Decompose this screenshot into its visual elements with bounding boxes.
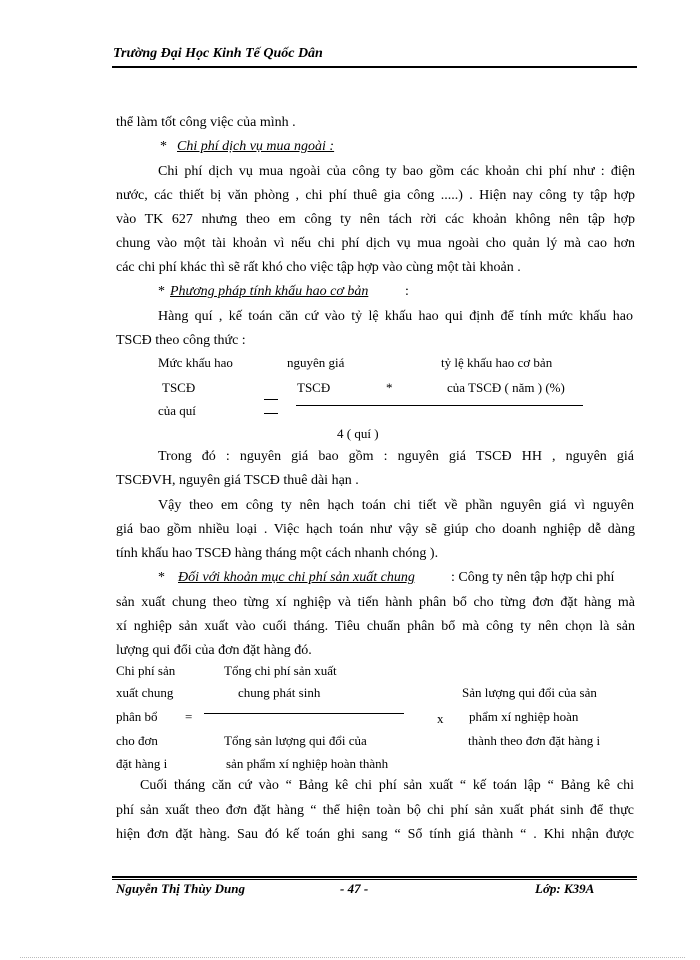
section-heading-service-costs: Chi phí dịch vụ mua ngoài : <box>177 139 335 154</box>
section-text: phí sản xuất theo đơn đặt hàng “ thể hiện toàn bộ chi phí sản xuất phát sinh để thực <box>116 803 634 818</box>
formula2-numerator: Tổng chi phí sản xuất <box>224 663 337 678</box>
formula1-numerator-b: của TSCĐ ( năm ) (%) <box>447 380 565 395</box>
section-text: : Công ty nên tập hợp chi phí <box>451 570 615 585</box>
formula2-equals: = <box>185 709 193 724</box>
formula2-times: x <box>437 711 444 726</box>
section-text: lượng qui đổi của đơn đặt hàng đó. <box>116 643 312 658</box>
equals-sign-top <box>264 399 278 400</box>
header-rule <box>112 66 637 68</box>
section-text: Vậy theo em công ty nên hạch toán chi tiết về phần nguyên giá vì nguyên <box>158 498 634 513</box>
section-text: giá bao gồm nhiều loại . Việc hạch toán như vậy sẽ giúp cho doanh nghiệp dễ dàng <box>116 522 635 537</box>
fraction-bar <box>296 405 583 406</box>
formula1-lhs: TSCĐ <box>162 380 196 395</box>
fraction-bar <box>204 713 404 714</box>
section-text: Cuối tháng căn cứ vào “ Bảng kê chi phí sản xuất “ kế toán lập “ Bảng kê chi <box>140 778 634 793</box>
formula1-lhs: Mức khấu hao <box>158 355 233 370</box>
footer-rule <box>112 879 637 880</box>
section-text: nước, các thiết bị văn phòng , chi phí thuê gia công .....) . Hiện nay công ty tập hợp <box>116 188 635 203</box>
section-text: Trong đó : nguyên giá bao gồm : nguyên giá TSCĐ HH , nguyên giá <box>158 449 634 464</box>
footer-rule <box>112 876 637 878</box>
formula2-lhs: đặt hàng i <box>116 756 168 771</box>
formula2-rhs: Sản lượng qui đổi của sản <box>462 685 597 700</box>
formula2-numerator: chung phát sinh <box>238 685 321 700</box>
footer-author: Nguyễn Thị Thùy Dung <box>116 881 245 896</box>
section-text: Hàng quí , kế toán căn cứ vào tỷ lệ khấu hao qui định để tính mức khấu hao <box>158 309 633 324</box>
formula2-lhs: xuất chung <box>116 685 174 700</box>
equals-sign-bottom <box>264 413 278 414</box>
formula2-lhs: Chi phí sản <box>116 663 176 678</box>
formula1-denominator: 4 ( quí ) <box>337 426 379 441</box>
section-heading-depreciation: Phương pháp tính khấu hao cơ bản <box>170 284 369 299</box>
footer-class: Lớp: K39A <box>535 881 595 896</box>
section-heading-overhead: Đối với khoản mục chi phí sản xuất chung <box>178 570 415 585</box>
formula1-numerator-a: TSCĐ <box>297 380 331 395</box>
formula1-lhs: của quí <box>158 403 196 418</box>
formula1-numerator-a: nguyên giá <box>287 355 345 370</box>
section-text: hiện đơn đặt hàng. Sau đó kế toán ghi sang “ Sổ tính giá thành “ . Khi nhận được <box>116 827 634 842</box>
formula2-lhs: cho đơn <box>116 733 158 748</box>
section-text: Chi phí dịch vụ mua ngoài của công ty bao gồm các khoản chi phí như : điện <box>158 164 635 179</box>
header-title: Trường Đại Học Kinh Tế Quốc Dân <box>113 46 323 61</box>
bullet: * <box>158 570 165 585</box>
page-edge <box>20 957 685 958</box>
section-text: các chi phí khác thì sẽ rất khó cho việc tập hợp vào cùng một tài khoản . <box>116 260 521 275</box>
section-text: chung vào một tài khoản vì nếu chi phí dịch vụ mua ngoài cho quản lý mà cao hơn <box>116 236 635 251</box>
bullet: * <box>160 139 167 154</box>
formula1-numerator-b: tỷ lệ khấu hao cơ bản <box>441 355 553 370</box>
formula2-denominator: Tổng sản lượng qui đổi của <box>224 733 367 748</box>
section-text: sản xuất chung theo từng xí nghiệp và tiến hành phân bổ cho từng đơn đặt hàng mà <box>116 595 635 610</box>
bullet: * <box>158 284 165 299</box>
formula2-rhs: phẩm xí nghiệp hoàn <box>469 709 579 724</box>
formula2-lhs: phân bổ <box>116 709 158 724</box>
section-text: TSCĐVH, nguyên giá TSCĐ thuê dài hạn . <box>116 473 359 488</box>
section-text: TSCĐ theo công thức : <box>116 333 246 348</box>
formula1-times: * <box>386 380 393 395</box>
colon: : <box>405 284 409 299</box>
section-text: vào TK 627 nhưng theo em công ty nên tách rời các khoản không nên tập hợp <box>116 212 635 227</box>
formula2-rhs: thành theo đơn đặt hàng i <box>468 733 601 748</box>
section-text: tính khấu hao TSCĐ hàng tháng một cách nhanh chóng ). <box>116 546 439 561</box>
formula2-denominator: sản phẩm xí nghiệp hoàn thành <box>226 756 389 771</box>
paragraph-continuation: thể làm tốt công việc của mình . <box>116 115 296 130</box>
section-text: xí nghiệp sản xuất vào cuối tháng. Tiêu chuẩn phân bổ mà công ty nên chọn là sản <box>116 619 635 634</box>
footer-page-number: - 47 - <box>340 881 369 896</box>
